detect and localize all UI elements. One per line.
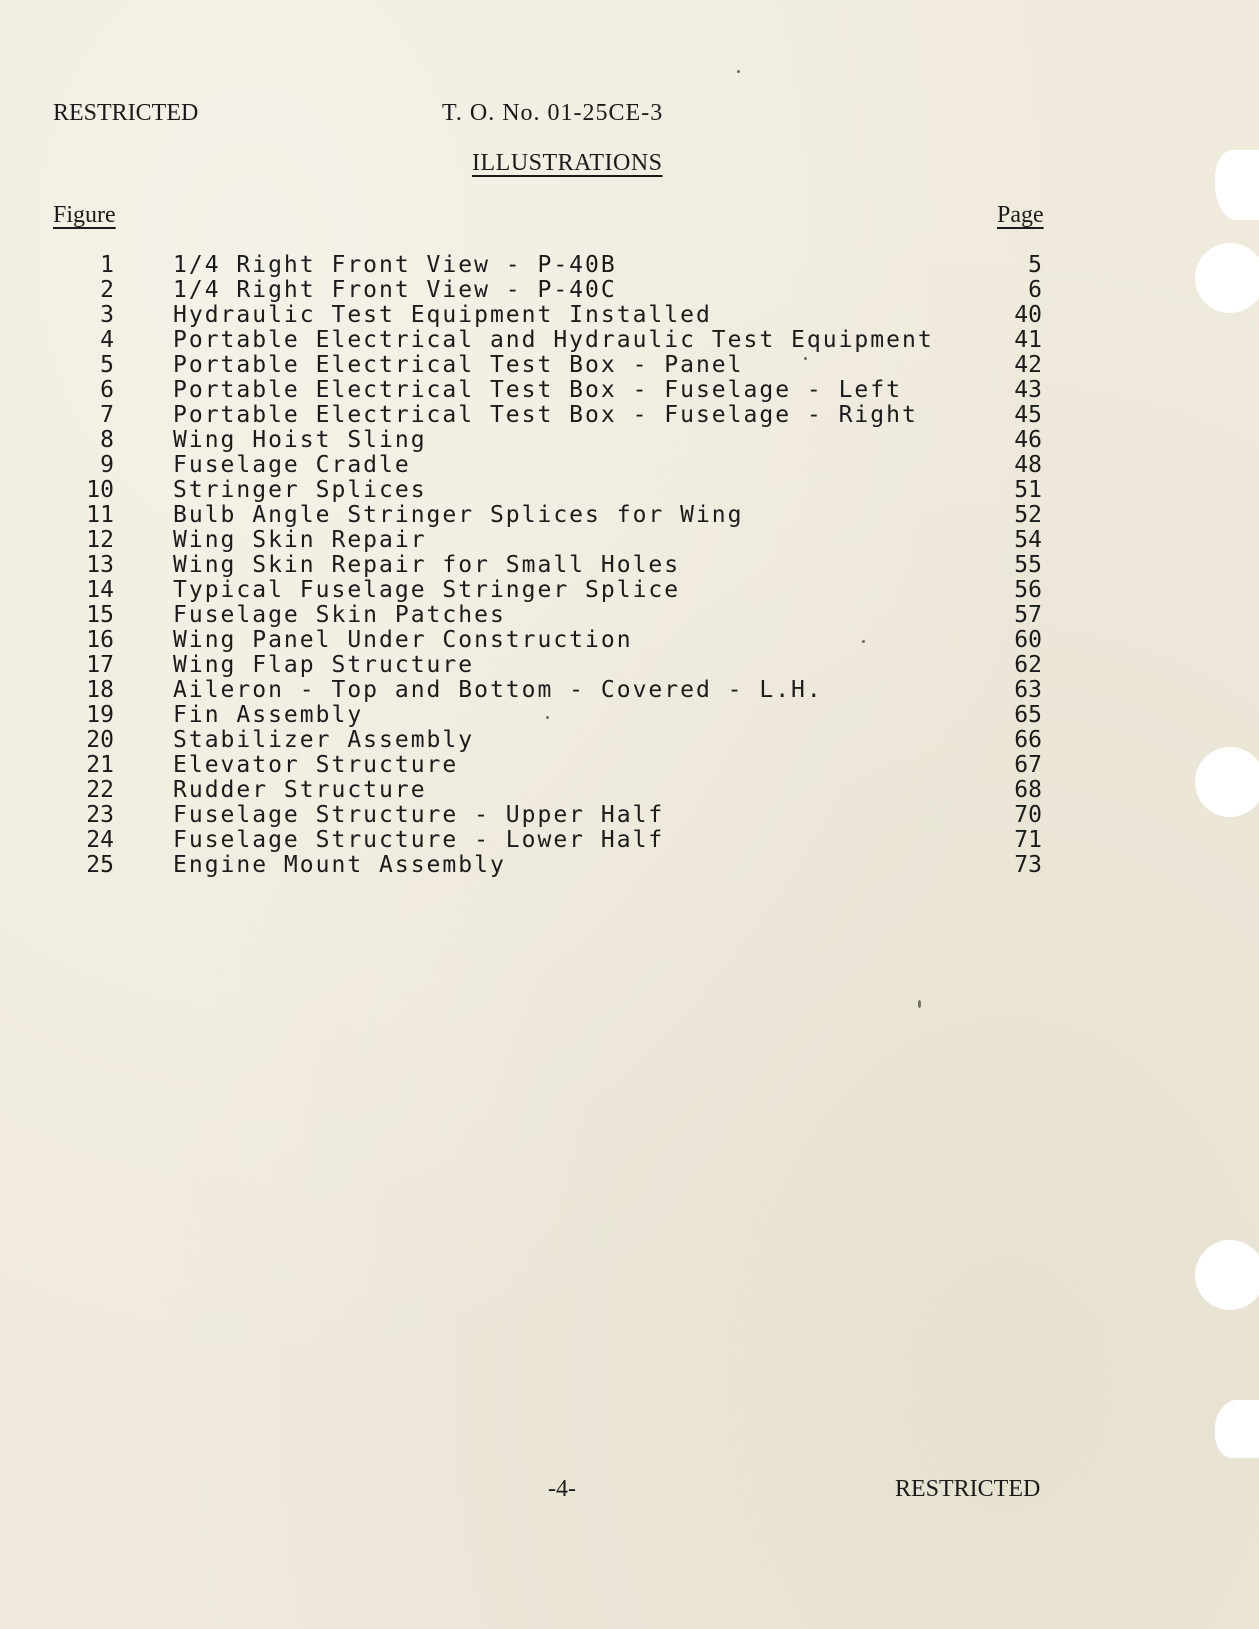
figure-row	[0, 378, 1259, 403]
figure-page: 46	[1014, 427, 1042, 453]
figure-row	[0, 553, 1259, 578]
punch-hole	[1215, 1400, 1259, 1458]
figure-row	[0, 503, 1259, 528]
paper-speck	[862, 640, 865, 643]
figure-title: Wing Skin Repair for Small Holes	[173, 552, 681, 578]
figure-number: 17	[86, 652, 114, 678]
figure-row	[0, 278, 1259, 303]
figure-number: 24	[86, 827, 114, 853]
figure-title: Wing Skin Repair	[173, 527, 427, 553]
figure-number: 8	[100, 427, 114, 453]
figure-number: 2	[100, 277, 114, 303]
figure-title: 1/4 Right Front View - P-40C	[173, 277, 617, 303]
punch-hole	[1195, 1240, 1259, 1310]
figure-page: 43	[1014, 377, 1042, 403]
column-header-figure: Figure	[53, 202, 116, 228]
figure-number: 4	[100, 327, 114, 353]
figure-row	[0, 453, 1259, 478]
figure-number: 20	[86, 727, 114, 753]
figure-number: 3	[100, 302, 114, 328]
figure-page: 5	[1028, 252, 1042, 278]
figure-row	[0, 403, 1259, 428]
column-header-page: Page	[997, 202, 1044, 228]
figure-page: 40	[1014, 302, 1042, 328]
figure-title: Fin Assembly	[173, 702, 364, 728]
figure-page: 45	[1014, 402, 1042, 428]
figure-row	[0, 353, 1259, 378]
header-classification: RESTRICTED	[53, 100, 199, 126]
figure-page: 56	[1014, 577, 1042, 603]
figure-row	[0, 678, 1259, 703]
figure-page: 6	[1028, 277, 1042, 303]
figure-row	[0, 703, 1259, 728]
figure-title: Fuselage Structure - Lower Half	[173, 827, 665, 853]
figure-page: 65	[1014, 702, 1042, 728]
figure-number: 11	[86, 502, 114, 528]
figure-row	[0, 628, 1259, 653]
footer-page-number: -4-	[548, 1476, 576, 1502]
figure-title: Aileron - Top and Bottom - Covered - L.H.	[173, 677, 823, 703]
figure-title: Rudder Structure	[173, 777, 427, 803]
figure-row	[0, 828, 1259, 853]
figure-number: 25	[86, 852, 114, 878]
punch-hole	[1195, 243, 1259, 313]
figure-page: 54	[1014, 527, 1042, 553]
figure-page: 71	[1014, 827, 1042, 853]
figure-row	[0, 578, 1259, 603]
figure-number: 15	[86, 602, 114, 628]
figure-number: 21	[86, 752, 114, 778]
punch-hole	[1195, 747, 1259, 817]
figure-page: 55	[1014, 552, 1042, 578]
figure-title: 1/4 Right Front View - P-40B	[173, 252, 617, 278]
figure-number: 1	[100, 252, 114, 278]
paper-speck	[546, 716, 549, 719]
figure-row	[0, 528, 1259, 553]
figure-row	[0, 778, 1259, 803]
figure-page: 66	[1014, 727, 1042, 753]
figure-row	[0, 253, 1259, 278]
figure-list	[0, 253, 1259, 878]
paper-speck	[918, 1000, 921, 1008]
figure-title: Portable Electrical Test Box - Fuselage - Left	[173, 377, 902, 403]
figure-row	[0, 653, 1259, 678]
figure-page: 57	[1014, 602, 1042, 628]
figure-title: Wing Hoist Sling	[173, 427, 427, 453]
figure-row	[0, 328, 1259, 353]
figure-page: 73	[1014, 852, 1042, 878]
figure-page: 51	[1014, 477, 1042, 503]
figure-row	[0, 478, 1259, 503]
paper-speck	[737, 70, 740, 73]
section-title: ILLUSTRATIONS	[472, 150, 663, 176]
figure-title: Wing Panel Under Construction	[173, 627, 633, 653]
figure-page: 63	[1014, 677, 1042, 703]
figure-title: Fuselage Structure - Upper Half	[173, 802, 665, 828]
figure-page: 60	[1014, 627, 1042, 653]
figure-row	[0, 803, 1259, 828]
figure-row	[0, 728, 1259, 753]
figure-page: 41	[1014, 327, 1042, 353]
figure-title: Elevator Structure	[173, 752, 459, 778]
figure-number: 16	[86, 627, 114, 653]
figure-number: 9	[100, 452, 114, 478]
figure-number: 18	[86, 677, 114, 703]
figure-number: 5	[100, 352, 114, 378]
figure-title: Hydraulic Test Equipment Installed	[173, 302, 712, 328]
figure-row	[0, 753, 1259, 778]
header-doc-number: T. O. No. 01-25CE-3	[442, 100, 664, 126]
figure-title: Stabilizer Assembly	[173, 727, 475, 753]
figure-row	[0, 428, 1259, 453]
figure-number: 19	[86, 702, 114, 728]
figure-page: 62	[1014, 652, 1042, 678]
figure-title: Portable Electrical and Hydraulic Test Equipment	[173, 327, 934, 353]
figure-number: 10	[86, 477, 114, 503]
footer-classification: RESTRICTED	[895, 1476, 1041, 1502]
figure-number: 14	[86, 577, 114, 603]
figure-number: 22	[86, 777, 114, 803]
figure-row	[0, 853, 1259, 878]
figure-number: 7	[100, 402, 114, 428]
figure-page: 70	[1014, 802, 1042, 828]
figure-row	[0, 603, 1259, 628]
figure-number: 6	[100, 377, 114, 403]
punch-hole	[1215, 150, 1259, 220]
figure-page: 48	[1014, 452, 1042, 478]
figure-page: 68	[1014, 777, 1042, 803]
figure-page: 42	[1014, 352, 1042, 378]
figure-title: Typical Fuselage Stringer Splice	[173, 577, 681, 603]
figure-number: 12	[86, 527, 114, 553]
figure-title: Fuselage Skin Patches	[173, 602, 506, 628]
figure-title: Engine Mount Assembly	[173, 852, 506, 878]
figure-number: 13	[86, 552, 114, 578]
figure-title: Bulb Angle Stringer Splices for Wing	[173, 502, 744, 528]
figure-title: Portable Electrical Test Box - Fuselage - Right	[173, 402, 918, 428]
figure-title: Fuselage Cradle	[173, 452, 411, 478]
paper-speck	[804, 357, 807, 360]
figure-title: Portable Electrical Test Box - Panel	[173, 352, 744, 378]
figure-number: 23	[86, 802, 114, 828]
figure-page: 52	[1014, 502, 1042, 528]
figure-row	[0, 303, 1259, 328]
figure-title: Stringer Splices	[173, 477, 427, 503]
figure-page: 67	[1014, 752, 1042, 778]
figure-title: Wing Flap Structure	[173, 652, 475, 678]
